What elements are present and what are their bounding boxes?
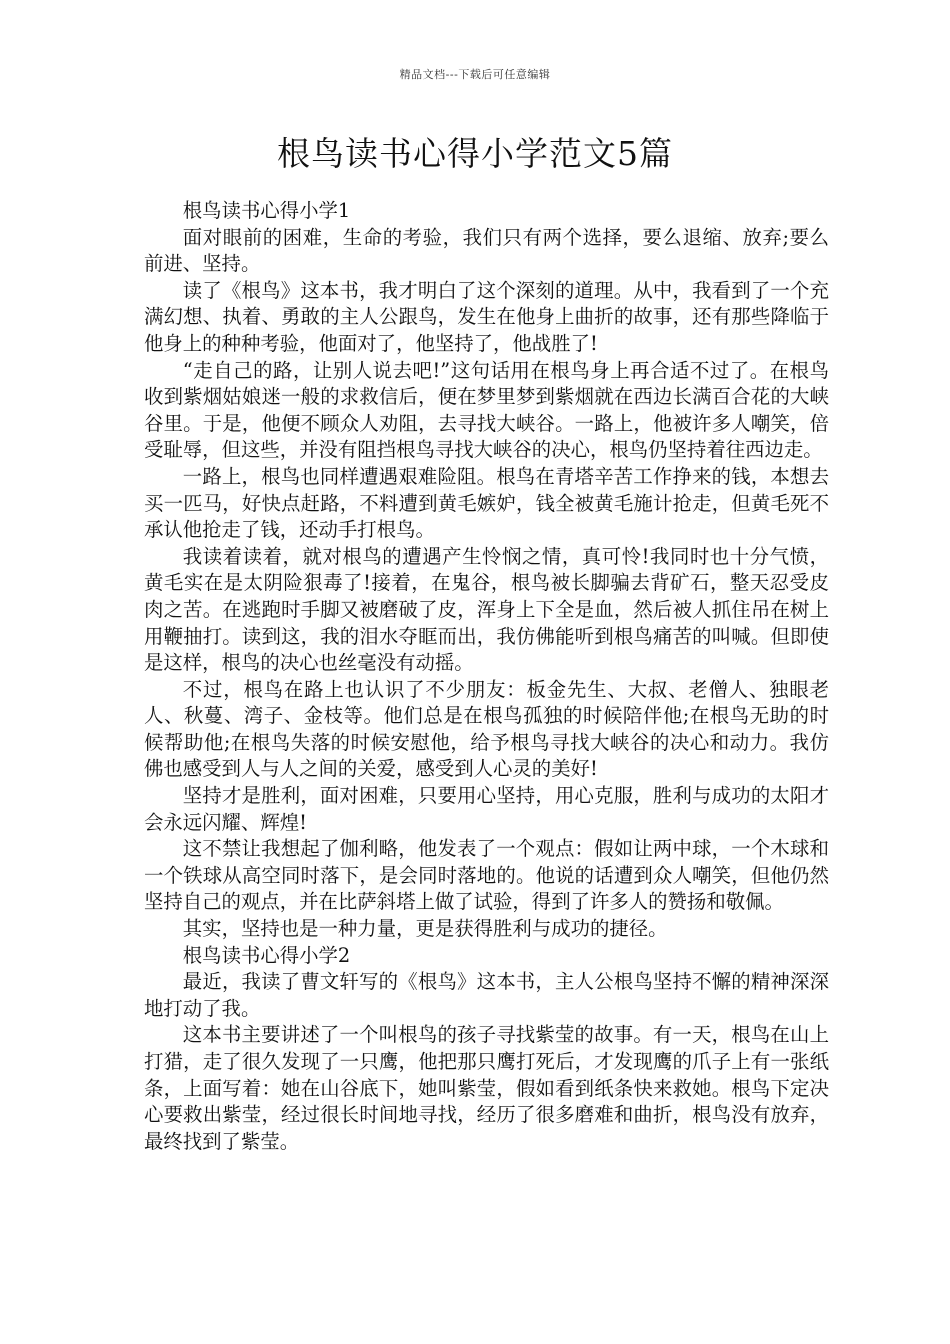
paragraph: “走自己的路，让别人说去吧!”这句话用在根鸟身上再合适不过了。在根鸟收到紫烟姑娘迷一般的求救信后，便在梦里梦到紫烟就在西边长满百合花的大峡谷里。于是，他便不顾众人劝阻，去寻找大峡谷。一路上，他被许多人嘲笑，倍受耻辱，但这些，并没有阻挡根鸟寻找大峡谷的决心，根鸟仍坚持着往西边走。 bbox=[144, 358, 829, 462]
header-note: 精品文档---下载后可任意编辑 bbox=[399, 68, 551, 81]
section-heading: 根鸟读书心得小学1 bbox=[182, 199, 351, 222]
paragraph: 我读着读着，就对根鸟的遭遇产生怜悯之情，真可怜!我同时也十分气愤，黄毛实在是太阴险狠毒了!接着，在鬼谷，根鸟被长脚骗去背矿石，整天忍受皮肉之苦。在逃跑时手脚又被磨破了皮，浑身上下全是血，然后被人抓住吊在树上用鞭抽打。读到这，我的泪水夺眶而出，我仿佛能听到根鸟痛苦的叫喊。但即使是这样，根鸟的决心也丝毫没有动摇。 bbox=[144, 544, 829, 675]
paragraph: 一路上，根鸟也同样遭遇艰难险阻。根鸟在青塔辛苦工作挣来的钱，本想去买一匹马，好快点赶路，不料遭到黄毛嫉妒，钱全被黄毛施计抢走，但黄毛死不承认他抢走了钱，还动手打根鸟。 bbox=[144, 464, 829, 542]
section-heading: 根鸟读书心得小学2 bbox=[182, 943, 351, 967]
paragraph: 读了《根鸟》这本书，我才明白了这个深刻的道理。从中，我看到了一个充满幻想、执着、勇敢的主人公跟鸟，发生在他身上曲折的故事，还有那些降临于他身上的种种考验，他面对了，他坚持了，他战胜了! bbox=[144, 278, 829, 355]
document-body bbox=[144, 198, 829, 1155]
paragraph: 最近，我读了曹文轩写的《根鸟》这本书，主人公根鸟坚持不懈的精神深深地打动了我。 bbox=[144, 970, 829, 1020]
paragraph: 不过，根鸟在路上也认识了不少朋友：板金先生、大叔、老僧人、独眼老人、秋蔓、湾子、金枝等。他们总是在根鸟孤独的时候陪伴他;在根鸟无助的时候帮助他;在根鸟失落的时候安慰他，给予根鸟寻找大峡谷的决心和动力。我仿佛也感受到人与人之间的关爱，感受到人心灵的美好! bbox=[144, 677, 829, 781]
paragraph: 这不禁让我想起了伽利略，他发表了一个观点：假如让两中球，一个木球和一个铁球从高空同时落下，是会同时落地的。他说的话遭到众人嘲笑，但他仍然坚持自己的观点，并在比萨斜塔上做了试验，得到了许多人的赞扬和敬佩。 bbox=[144, 837, 829, 914]
paragraph: 这本书主要讲述了一个叫根鸟的孩子寻找紫莹的故事。有一天，根鸟在山上打猎，走了很久发现了一只鹰，他把那只鹰打死后，才发现鹰的爪子上有一张纸条，上面写着：她在山谷底下，她叫紫莹，假如看到纸条快来救她。根鸟下定决心要救出紫莹，经过很长时间地寻找，经历了很多磨难和曲折，根鸟没有放弃，最终找到了紫莹。 bbox=[144, 1023, 829, 1153]
paragraph: 其实，坚持也是一种力量，更是获得胜利与成功的捷径。 bbox=[182, 917, 668, 941]
paragraph: 面对眼前的困难，生命的考验，我们只有两个选择，要么退缩、放弃;要么前进、坚持。 bbox=[144, 225, 829, 276]
document-title: 根鸟读书心得小学范文5篇 bbox=[277, 134, 673, 173]
paragraph: 坚持才是胜利，面对困难，只要用心坚持，用心克服，胜利与成功的太阳才会永远闪耀、辉煌! bbox=[144, 784, 829, 834]
